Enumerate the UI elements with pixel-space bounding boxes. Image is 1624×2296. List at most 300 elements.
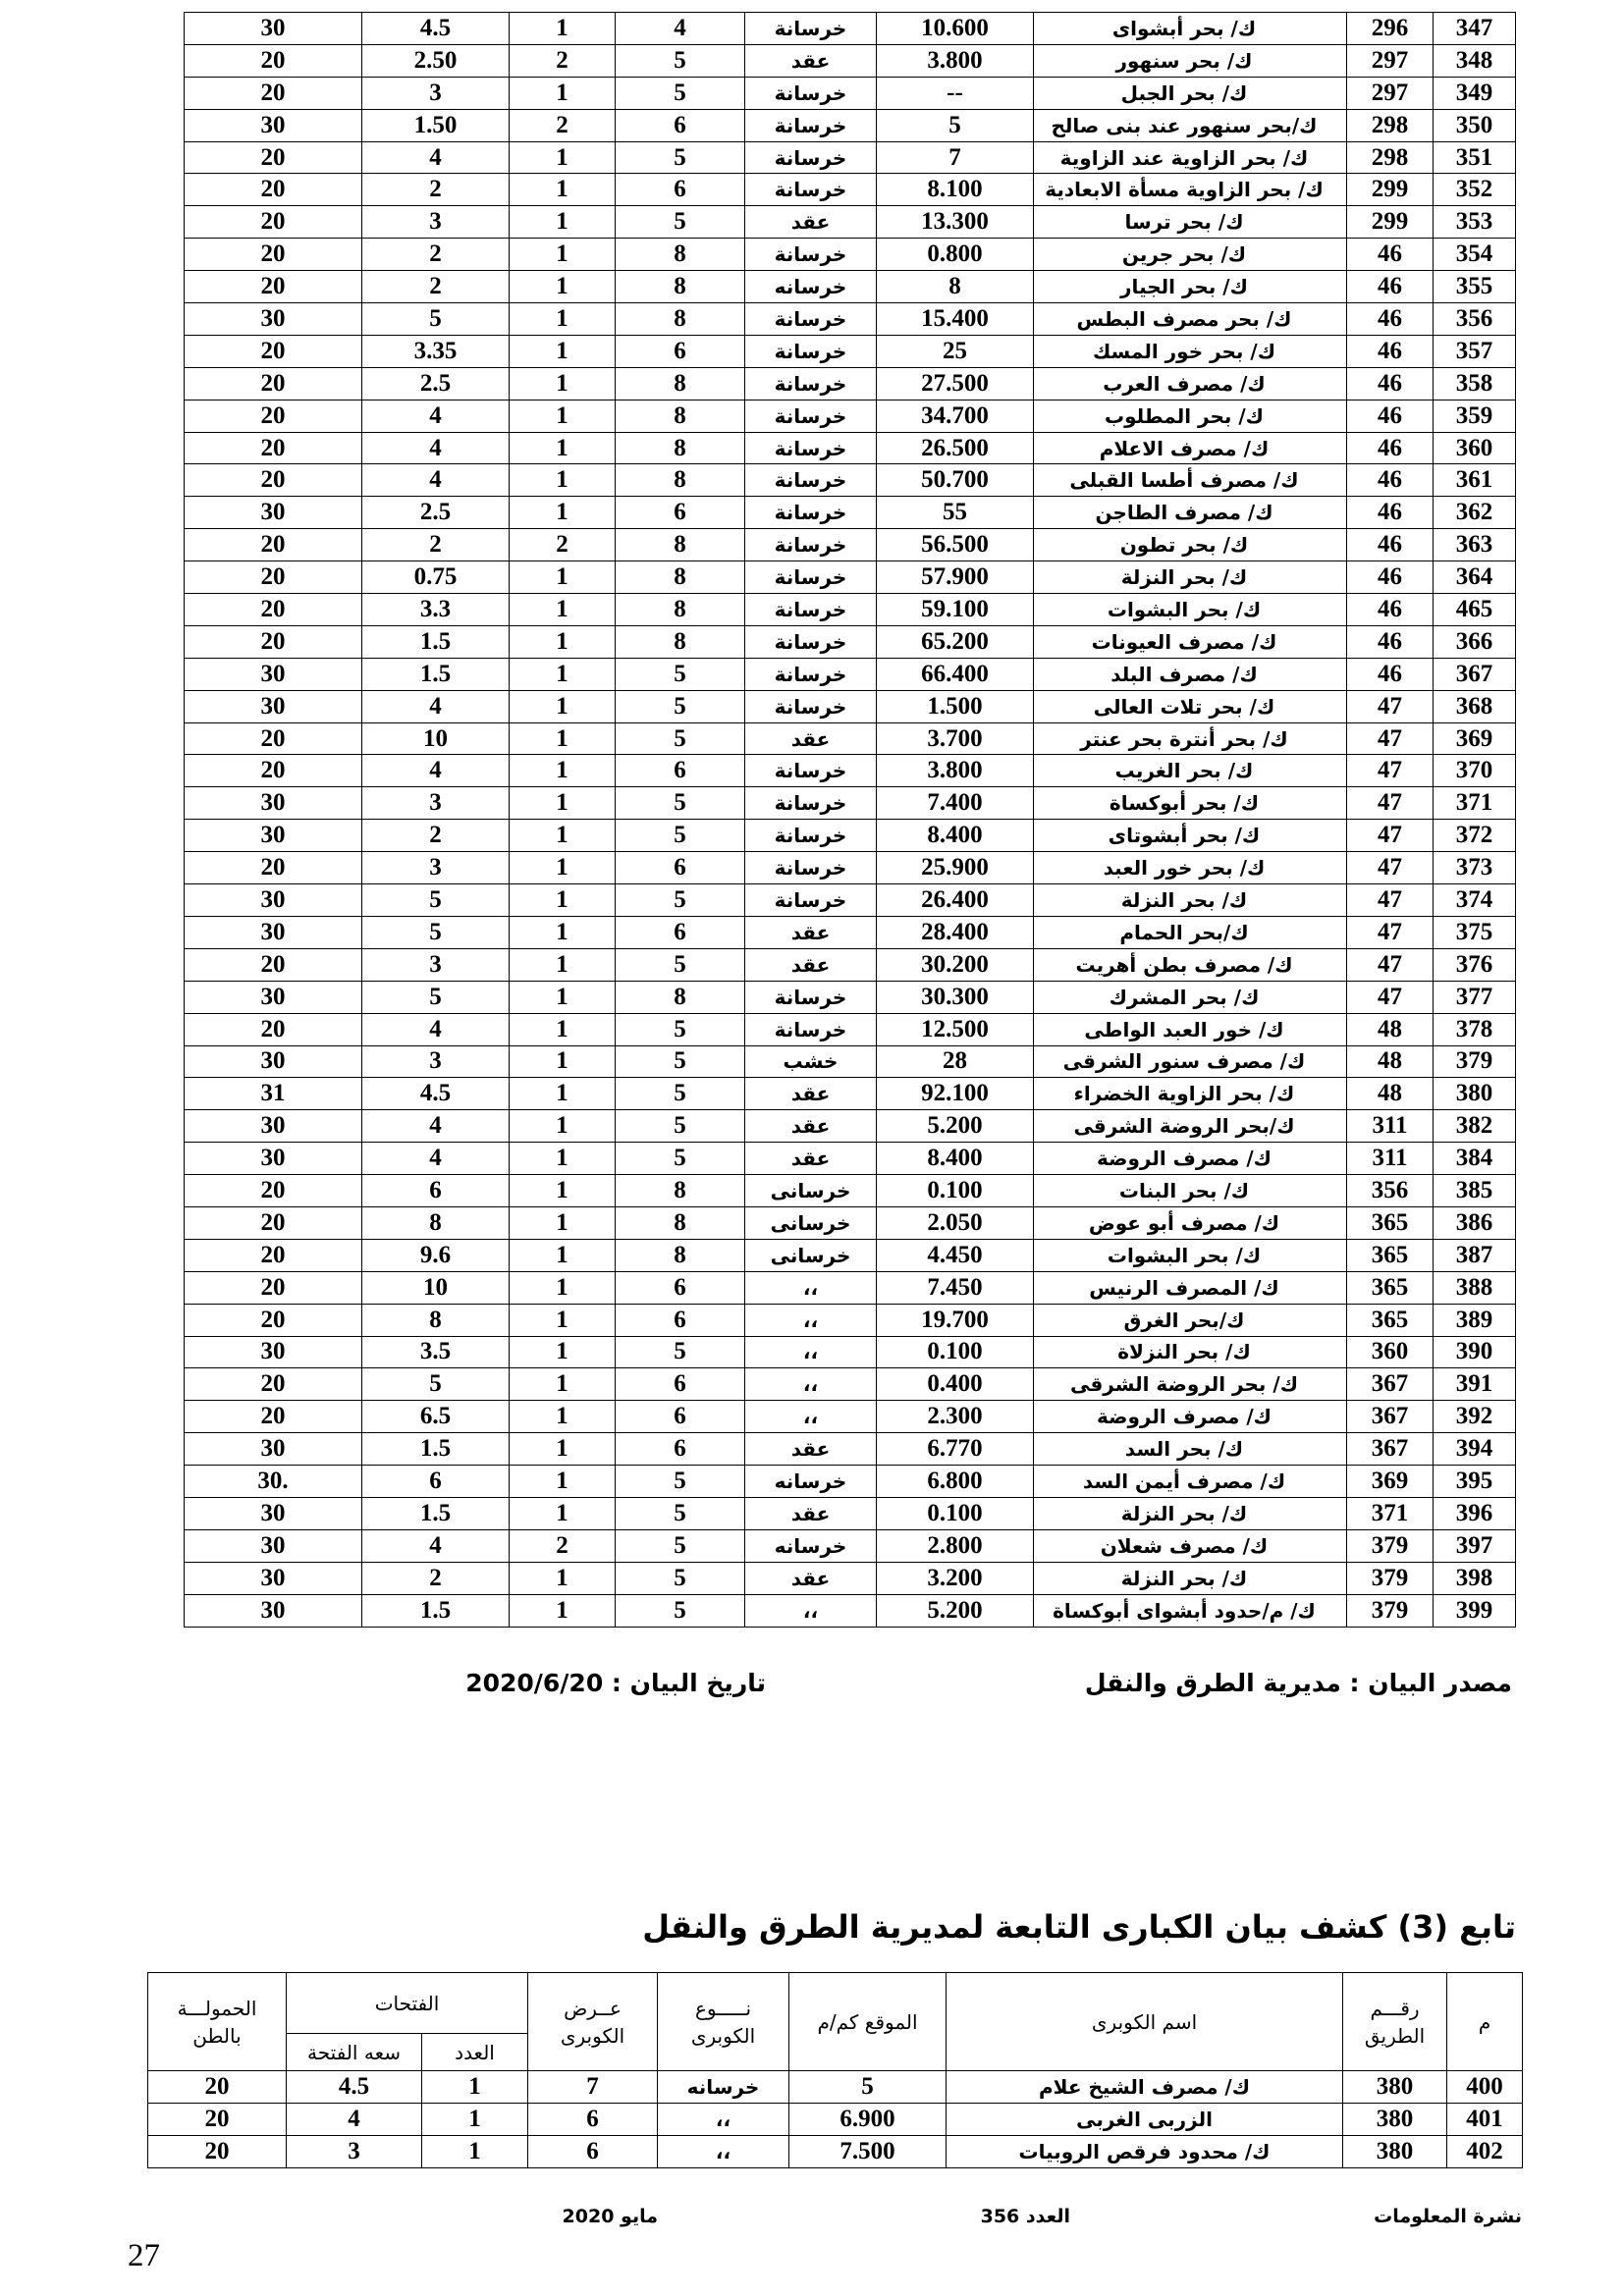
opening-span-cell: 5 — [362, 1368, 510, 1401]
bridge-type-cell: خرسانه — [745, 271, 877, 303]
bridge-name-cell: ك/ مصرف الشيخ علام — [947, 2071, 1343, 2104]
bridge-name-cell: ك/بحر الحمام — [1034, 916, 1347, 948]
bridge-width-cell: 8 — [616, 271, 745, 303]
bridge-type-cell: خرسانة — [745, 820, 877, 852]
table-row — [185, 367, 1516, 400]
bridge-width-cell: 5 — [616, 1336, 745, 1368]
table-row — [185, 141, 1516, 174]
openings-count-cell: 1 — [510, 1013, 616, 1045]
bridge-type-cell: عقد — [745, 1497, 877, 1529]
bridge-type-cell: عقد — [745, 206, 877, 239]
road-number-cell: 47 — [1347, 787, 1434, 820]
row-number-cell: 398 — [1434, 1562, 1516, 1594]
road-number-cell: 379 — [1347, 1562, 1434, 1594]
load-cell: 20 — [185, 1304, 362, 1336]
load-cell: 20 — [148, 2136, 287, 2168]
location-cell: 7.500 — [789, 2136, 947, 2168]
row-number-cell: 371 — [1434, 787, 1516, 820]
openings-count-cell: 1 — [510, 206, 616, 239]
footer-issue: العدد 356 — [980, 2206, 1070, 2227]
openings-count-cell: 1 — [510, 981, 616, 1013]
load-cell: .30 — [185, 1466, 362, 1498]
location-cell: 8.400 — [877, 1143, 1034, 1175]
bridge-type-cell: خرسانى — [745, 1175, 877, 1207]
openings-count-cell: 1 — [510, 820, 616, 852]
load-cell: 30 — [185, 820, 362, 852]
bridge-type-cell: خرسانى — [745, 1239, 877, 1271]
load-cell: 30 — [185, 981, 362, 1013]
page-footer — [511, 2206, 1522, 2235]
road-number-cell: 311 — [1347, 1110, 1434, 1143]
openings-count-cell: 1 — [510, 1466, 616, 1498]
row-number-cell: 357 — [1434, 335, 1516, 367]
table-row — [185, 1466, 1516, 1498]
table-row — [185, 1206, 1516, 1239]
opening-span-cell: 2 — [362, 820, 510, 852]
row-number-cell: 378 — [1434, 1013, 1516, 1045]
bridge-type-cell: خرسانة — [745, 497, 877, 529]
bridge-width-cell: 6 — [616, 1304, 745, 1336]
bridge-width-cell: 5 — [616, 1497, 745, 1529]
bridge-type-cell: خرسانة — [745, 981, 877, 1013]
load-cell: 20 — [185, 44, 362, 77]
bridge-name-cell: ك/ مصرف سنور الشرقى — [1034, 1045, 1347, 1078]
row-number-cell: 361 — [1434, 464, 1516, 497]
row-number-cell: 374 — [1434, 884, 1516, 917]
bridge-name-cell: ك/ بحر الروضة الشرقى — [1034, 1368, 1347, 1401]
road-number-cell: 367 — [1347, 1433, 1434, 1466]
openings-count-cell: 1 — [510, 561, 616, 594]
road-number-cell: 47 — [1347, 981, 1434, 1013]
load-cell: 20 — [185, 1175, 362, 1207]
bridge-width-cell: 5 — [616, 44, 745, 77]
road-number-cell: 46 — [1347, 432, 1434, 464]
openings-count-cell: 1 — [510, 464, 616, 497]
road-number-cell: 365 — [1347, 1271, 1434, 1304]
location-cell: 26.400 — [877, 884, 1034, 917]
road-number-cell: 47 — [1347, 948, 1434, 981]
row-number-cell: 360 — [1434, 432, 1516, 464]
row-number-cell: 347 — [1434, 13, 1516, 45]
row-number-cell: 392 — [1434, 1401, 1516, 1433]
bridge-type-cell: خرسانة — [745, 658, 877, 690]
bridge-type-cell: عقد — [745, 1433, 877, 1466]
bridge-name-cell: ك/ بحر الغريب — [1034, 755, 1347, 787]
bridge-width-cell: 6 — [616, 1368, 745, 1401]
bridge-width-cell: 8 — [616, 367, 745, 400]
bridge-type-cell: ،، — [745, 1304, 877, 1336]
openings-count-cell: 1 — [510, 787, 616, 820]
bridges-table-continued — [147, 1972, 1523, 2168]
location-cell: 5 — [877, 109, 1034, 141]
location-cell: 0.100 — [877, 1175, 1034, 1207]
road-number-cell: 47 — [1347, 755, 1434, 787]
bridge-width-cell: 6 — [616, 916, 745, 948]
load-cell: 30 — [185, 303, 362, 336]
opening-span-cell: 4 — [362, 432, 510, 464]
table-row — [185, 594, 1516, 626]
load-cell: 20 — [185, 77, 362, 109]
table-row — [185, 1368, 1516, 1401]
bridge-type-cell: خرسانة — [745, 335, 877, 367]
bridge-name-cell: ك/ بحر السد — [1034, 1433, 1347, 1466]
openings-count-cell: 1 — [510, 303, 616, 336]
openings-count-cell: 1 — [510, 1336, 616, 1368]
location-cell: -- — [877, 77, 1034, 109]
opening-span-cell: 8 — [362, 1206, 510, 1239]
table-row — [185, 755, 1516, 787]
opening-span-cell: 2 — [362, 529, 510, 561]
table-row — [185, 981, 1516, 1013]
bridge-type-cell: خرسانة — [745, 787, 877, 820]
openings-count-cell: 1 — [510, 722, 616, 755]
table-row — [185, 497, 1516, 529]
bridge-name-cell: ك/ بحر أبوكساة — [1034, 787, 1347, 820]
location-cell: 6.770 — [877, 1433, 1034, 1466]
bridge-type-cell: خرسانة — [745, 303, 877, 336]
road-number-cell: 367 — [1347, 1401, 1434, 1433]
openings-count-cell: 1 — [510, 755, 616, 787]
bridge-name-cell: ك/ مصرف العرب — [1034, 367, 1347, 400]
bridge-width-cell: 6 — [616, 852, 745, 884]
bridge-name-cell: ك/ بحر أبشوتاى — [1034, 820, 1347, 852]
row-number-cell: 384 — [1434, 1143, 1516, 1175]
location-cell: 28 — [877, 1045, 1034, 1078]
location-cell: 6.800 — [877, 1466, 1034, 1498]
row-number-cell: 394 — [1434, 1433, 1516, 1466]
bridge-type-cell: خرسانة — [745, 529, 877, 561]
load-cell: 20 — [185, 722, 362, 755]
openings-count-cell: 1 — [510, 1562, 616, 1594]
location-cell: 66.400 — [877, 658, 1034, 690]
load-cell: 20 — [185, 529, 362, 561]
load-cell: 20 — [185, 948, 362, 981]
bridge-type-cell: خرسانة — [745, 464, 877, 497]
table-row — [148, 2104, 1523, 2136]
load-cell: 30 — [185, 1529, 362, 1562]
table-row — [185, 948, 1516, 981]
load-cell: 30 — [185, 1045, 362, 1078]
openings-count-cell: 1 — [510, 271, 616, 303]
row-number-cell: 369 — [1434, 722, 1516, 755]
location-cell: 5 — [789, 2071, 947, 2104]
bridge-type-cell: عقد — [745, 1110, 877, 1143]
opening-span-cell: 2 — [362, 271, 510, 303]
opening-span-cell: 4 — [362, 400, 510, 432]
bridge-name-cell: ك/ مصرف العيونات — [1034, 625, 1347, 658]
bridge-width-cell: 6 — [616, 109, 745, 141]
bridge-name-cell: ك/ م/حدود أبشواى أبوكساة — [1034, 1594, 1347, 1627]
road-number-cell: 46 — [1347, 594, 1434, 626]
source-note — [373, 1669, 1512, 1708]
bridge-width-cell: 5 — [616, 1078, 745, 1110]
row-number-cell: 352 — [1434, 174, 1516, 206]
bridge-type-cell: عقد — [745, 1562, 877, 1594]
openings-count-cell: 1 — [510, 1143, 616, 1175]
bridge-name-cell: ك/ بحر البشوات — [1034, 1239, 1347, 1271]
table-row — [185, 1143, 1516, 1175]
load-cell: 31 — [185, 1078, 362, 1110]
road-number-cell: 365 — [1347, 1206, 1434, 1239]
bridge-name-cell: ك/ مصرف الطاجن — [1034, 497, 1347, 529]
location-cell: 3.800 — [877, 755, 1034, 787]
location-cell: 5.200 — [877, 1110, 1034, 1143]
load-cell: 20 — [185, 335, 362, 367]
location-cell: 50.700 — [877, 464, 1034, 497]
bridge-name-cell: ك/ مصرف بطن أهريت — [1034, 948, 1347, 981]
road-number-cell: 380 — [1343, 2104, 1447, 2136]
load-cell: 20 — [185, 206, 362, 239]
openings-count-cell: 1 — [510, 948, 616, 981]
row-number-cell: 370 — [1434, 755, 1516, 787]
header-openings-count: العدد — [422, 2034, 528, 2071]
row-number-cell: 400 — [1447, 2071, 1523, 2104]
bridge-name-cell: ك/ بحر خور العبد — [1034, 852, 1347, 884]
location-cell: 65.200 — [877, 625, 1034, 658]
row-number-cell: 395 — [1434, 1466, 1516, 1498]
opening-span-cell: 4.5 — [287, 2071, 422, 2104]
openings-count-cell: 1 — [510, 174, 616, 206]
road-number-cell: 48 — [1347, 1045, 1434, 1078]
location-cell: 13.300 — [877, 206, 1034, 239]
bridge-width-cell: 6 — [616, 335, 745, 367]
bridge-type-cell: خرسانة — [745, 141, 877, 174]
bridge-width-cell: 5 — [616, 1045, 745, 1078]
row-number-cell: 349 — [1434, 77, 1516, 109]
bridge-type-cell: خرسانة — [745, 625, 877, 658]
bridge-width-cell: 4 — [616, 13, 745, 45]
bridge-name-cell: ك/ مصرف شعلان — [1034, 1529, 1347, 1562]
openings-count-cell: 1 — [510, 1304, 616, 1336]
bridge-name-cell: ك/ بحر النزلاة — [1034, 1336, 1347, 1368]
bridge-name-cell: ك/ مصرف أطسا القبلى — [1034, 464, 1347, 497]
road-number-cell: 299 — [1347, 174, 1434, 206]
opening-span-cell: 1.5 — [362, 625, 510, 658]
road-number-cell: 297 — [1347, 77, 1434, 109]
bridge-name-cell: الزربى الغربى — [947, 2104, 1343, 2136]
road-number-cell: 365 — [1347, 1304, 1434, 1336]
load-cell: 20 — [148, 2104, 287, 2136]
bridge-type-cell: خرسانة — [745, 690, 877, 722]
road-number-cell: 47 — [1347, 916, 1434, 948]
row-number-cell: 402 — [1447, 2136, 1523, 2168]
row-number-cell: 401 — [1447, 2104, 1523, 2136]
table-row — [185, 1078, 1516, 1110]
table-row — [185, 109, 1516, 141]
table-row — [185, 852, 1516, 884]
row-number-cell: 350 — [1434, 109, 1516, 141]
location-cell: 25 — [877, 335, 1034, 367]
openings-count-cell: 1 — [510, 625, 616, 658]
opening-span-cell: 10 — [362, 1271, 510, 1304]
bridge-name-cell: ك/ بحر النزلة — [1034, 1497, 1347, 1529]
load-cell: 20 — [185, 141, 362, 174]
row-number-cell: 399 — [1434, 1594, 1516, 1627]
bridge-width-cell: 7 — [528, 2071, 658, 2104]
location-cell: 27.500 — [877, 367, 1034, 400]
table-row — [185, 44, 1516, 77]
bridge-width-cell: 8 — [616, 594, 745, 626]
openings-count-cell: 1 — [510, 1045, 616, 1078]
header-bridge-type: نـــــوع الكوبرى — [658, 1973, 789, 2071]
bridge-width-cell: 6 — [528, 2104, 658, 2136]
bridge-type-cell: خرسانة — [745, 239, 877, 271]
opening-span-cell: 2 — [362, 1562, 510, 1594]
bridge-name-cell: ك/ بحر الزاوية عند الزاوية — [1034, 141, 1347, 174]
openings-count-cell: 1 — [510, 1110, 616, 1143]
bridge-name-cell: ك/ بحر البنات — [1034, 1175, 1347, 1207]
opening-span-cell: 1.5 — [362, 1594, 510, 1627]
header-load: الحمولـــة بالطن — [148, 1973, 287, 2071]
row-number-cell: 390 — [1434, 1336, 1516, 1368]
load-cell: 30 — [185, 1336, 362, 1368]
opening-span-cell: 3 — [362, 852, 510, 884]
load-cell: 30 — [185, 1594, 362, 1627]
table-row — [185, 1529, 1516, 1562]
row-number-cell: 354 — [1434, 239, 1516, 271]
openings-count-cell: 1 — [510, 1078, 616, 1110]
table-row — [185, 916, 1516, 948]
opening-span-cell: 3 — [362, 787, 510, 820]
bridge-width-cell: 6 — [528, 2136, 658, 2168]
bridge-type-cell: عقد — [745, 1143, 877, 1175]
road-number-cell: 379 — [1347, 1594, 1434, 1627]
bridge-type-cell: خرسانة — [745, 1013, 877, 1045]
location-cell: 59.100 — [877, 594, 1034, 626]
openings-count-cell: 1 — [422, 2104, 528, 2136]
bridge-width-cell: 8 — [616, 432, 745, 464]
location-cell: 5.200 — [877, 1594, 1034, 1627]
load-cell: 20 — [185, 852, 362, 884]
load-cell: 20 — [185, 367, 362, 400]
table-row — [185, 77, 1516, 109]
road-number-cell: 47 — [1347, 722, 1434, 755]
opening-span-cell: 10 — [362, 722, 510, 755]
road-number-cell: 48 — [1347, 1078, 1434, 1110]
table-row — [185, 1239, 1516, 1271]
load-cell: 30 — [185, 1433, 362, 1466]
bridge-name-cell: ك/ بحر تطون — [1034, 529, 1347, 561]
road-number-cell: 299 — [1347, 206, 1434, 239]
bridge-type-cell: خرسانه — [745, 1529, 877, 1562]
bridge-type-cell: ،، — [745, 1368, 877, 1401]
table-row — [185, 1594, 1516, 1627]
location-cell: 55 — [877, 497, 1034, 529]
row-number-cell: 380 — [1434, 1078, 1516, 1110]
bridge-width-cell: 5 — [616, 1110, 745, 1143]
road-number-cell: 356 — [1347, 1175, 1434, 1207]
load-cell: 30 — [185, 1497, 362, 1529]
road-number-cell: 46 — [1347, 561, 1434, 594]
opening-span-cell: 4 — [362, 755, 510, 787]
location-cell: 7.450 — [877, 1271, 1034, 1304]
road-number-cell: 46 — [1347, 625, 1434, 658]
opening-span-cell: 8 — [362, 1304, 510, 1336]
bridge-name-cell: ك/ بحر ترسا — [1034, 206, 1347, 239]
bridge-name-cell: ك/ خور العبد الواطى — [1034, 1013, 1347, 1045]
location-cell: 92.100 — [877, 1078, 1034, 1110]
table-row — [185, 464, 1516, 497]
openings-count-cell: 1 — [510, 1433, 616, 1466]
location-cell: 26.500 — [877, 432, 1034, 464]
load-cell: 20 — [185, 625, 362, 658]
bridge-name-cell: ك/ بحر جرين — [1034, 239, 1347, 271]
openings-count-cell: 1 — [510, 367, 616, 400]
page-number: 27 — [128, 2238, 160, 2273]
location-cell: 1.500 — [877, 690, 1034, 722]
opening-span-cell: 4 — [362, 1143, 510, 1175]
opening-span-cell: 3 — [362, 206, 510, 239]
row-number-cell: 356 — [1434, 303, 1516, 336]
table-row — [185, 1271, 1516, 1304]
road-number-cell: 47 — [1347, 884, 1434, 917]
opening-span-cell: 3.35 — [362, 335, 510, 367]
location-cell: 30.300 — [877, 981, 1034, 1013]
openings-count-cell: 1 — [510, 658, 616, 690]
road-number-cell: 371 — [1347, 1497, 1434, 1529]
bridge-type-cell: خرسانه — [745, 1466, 877, 1498]
openings-count-cell: 1 — [510, 852, 616, 884]
opening-span-cell: 3 — [362, 948, 510, 981]
road-number-cell: 46 — [1347, 497, 1434, 529]
opening-span-cell: 4 — [362, 1529, 510, 1562]
row-number-cell: 379 — [1434, 1045, 1516, 1078]
bridge-name-cell: ك/ بحر الجيار — [1034, 271, 1347, 303]
row-number-cell: 373 — [1434, 852, 1516, 884]
load-cell: 20 — [185, 1401, 362, 1433]
opening-span-cell: 0.75 — [362, 561, 510, 594]
openings-count-cell: 1 — [510, 1497, 616, 1529]
header-openings: الفتحات — [287, 1973, 528, 2034]
row-number-cell: 372 — [1434, 820, 1516, 852]
opening-span-cell: 3 — [362, 77, 510, 109]
bridge-width-cell: 5 — [616, 820, 745, 852]
opening-span-cell: 6 — [362, 1175, 510, 1207]
openings-count-cell: 1 — [510, 77, 616, 109]
bridge-type-cell: خرسانة — [745, 594, 877, 626]
location-cell: 2.800 — [877, 1529, 1034, 1562]
location-cell: 28.400 — [877, 916, 1034, 948]
location-cell: 0.800 — [877, 239, 1034, 271]
bridge-width-cell: 8 — [616, 1175, 745, 1207]
opening-span-cell: 5 — [362, 916, 510, 948]
load-cell: 20 — [185, 594, 362, 626]
openings-count-cell: 1 — [510, 1206, 616, 1239]
bridge-name-cell: ك/ بحر أبشواى — [1034, 13, 1347, 45]
bridge-width-cell: 5 — [616, 690, 745, 722]
openings-count-cell: 1 — [510, 432, 616, 464]
header-opening-span: سعه الفتحة — [287, 2034, 422, 2071]
bridge-width-cell: 5 — [616, 884, 745, 917]
header-road-number: رقـــم الطريق — [1343, 1973, 1447, 2071]
road-number-cell: 369 — [1347, 1466, 1434, 1498]
road-number-cell: 298 — [1347, 109, 1434, 141]
table-row — [185, 787, 1516, 820]
location-cell: 0.100 — [877, 1497, 1034, 1529]
bridge-width-cell: 5 — [616, 722, 745, 755]
bridge-name-cell: ك/ بحر النزلة — [1034, 884, 1347, 917]
load-cell: 30 — [185, 690, 362, 722]
openings-count-cell: 1 — [422, 2071, 528, 2104]
opening-span-cell: 4 — [362, 464, 510, 497]
openings-count-cell: 1 — [510, 239, 616, 271]
bridge-type-cell: خرسانه — [658, 2071, 789, 2104]
load-cell: 20 — [185, 174, 362, 206]
road-number-cell: 46 — [1347, 239, 1434, 271]
bridge-width-cell: 5 — [616, 1466, 745, 1498]
load-cell: 30 — [185, 1143, 362, 1175]
openings-count-cell: 1 — [510, 1239, 616, 1271]
